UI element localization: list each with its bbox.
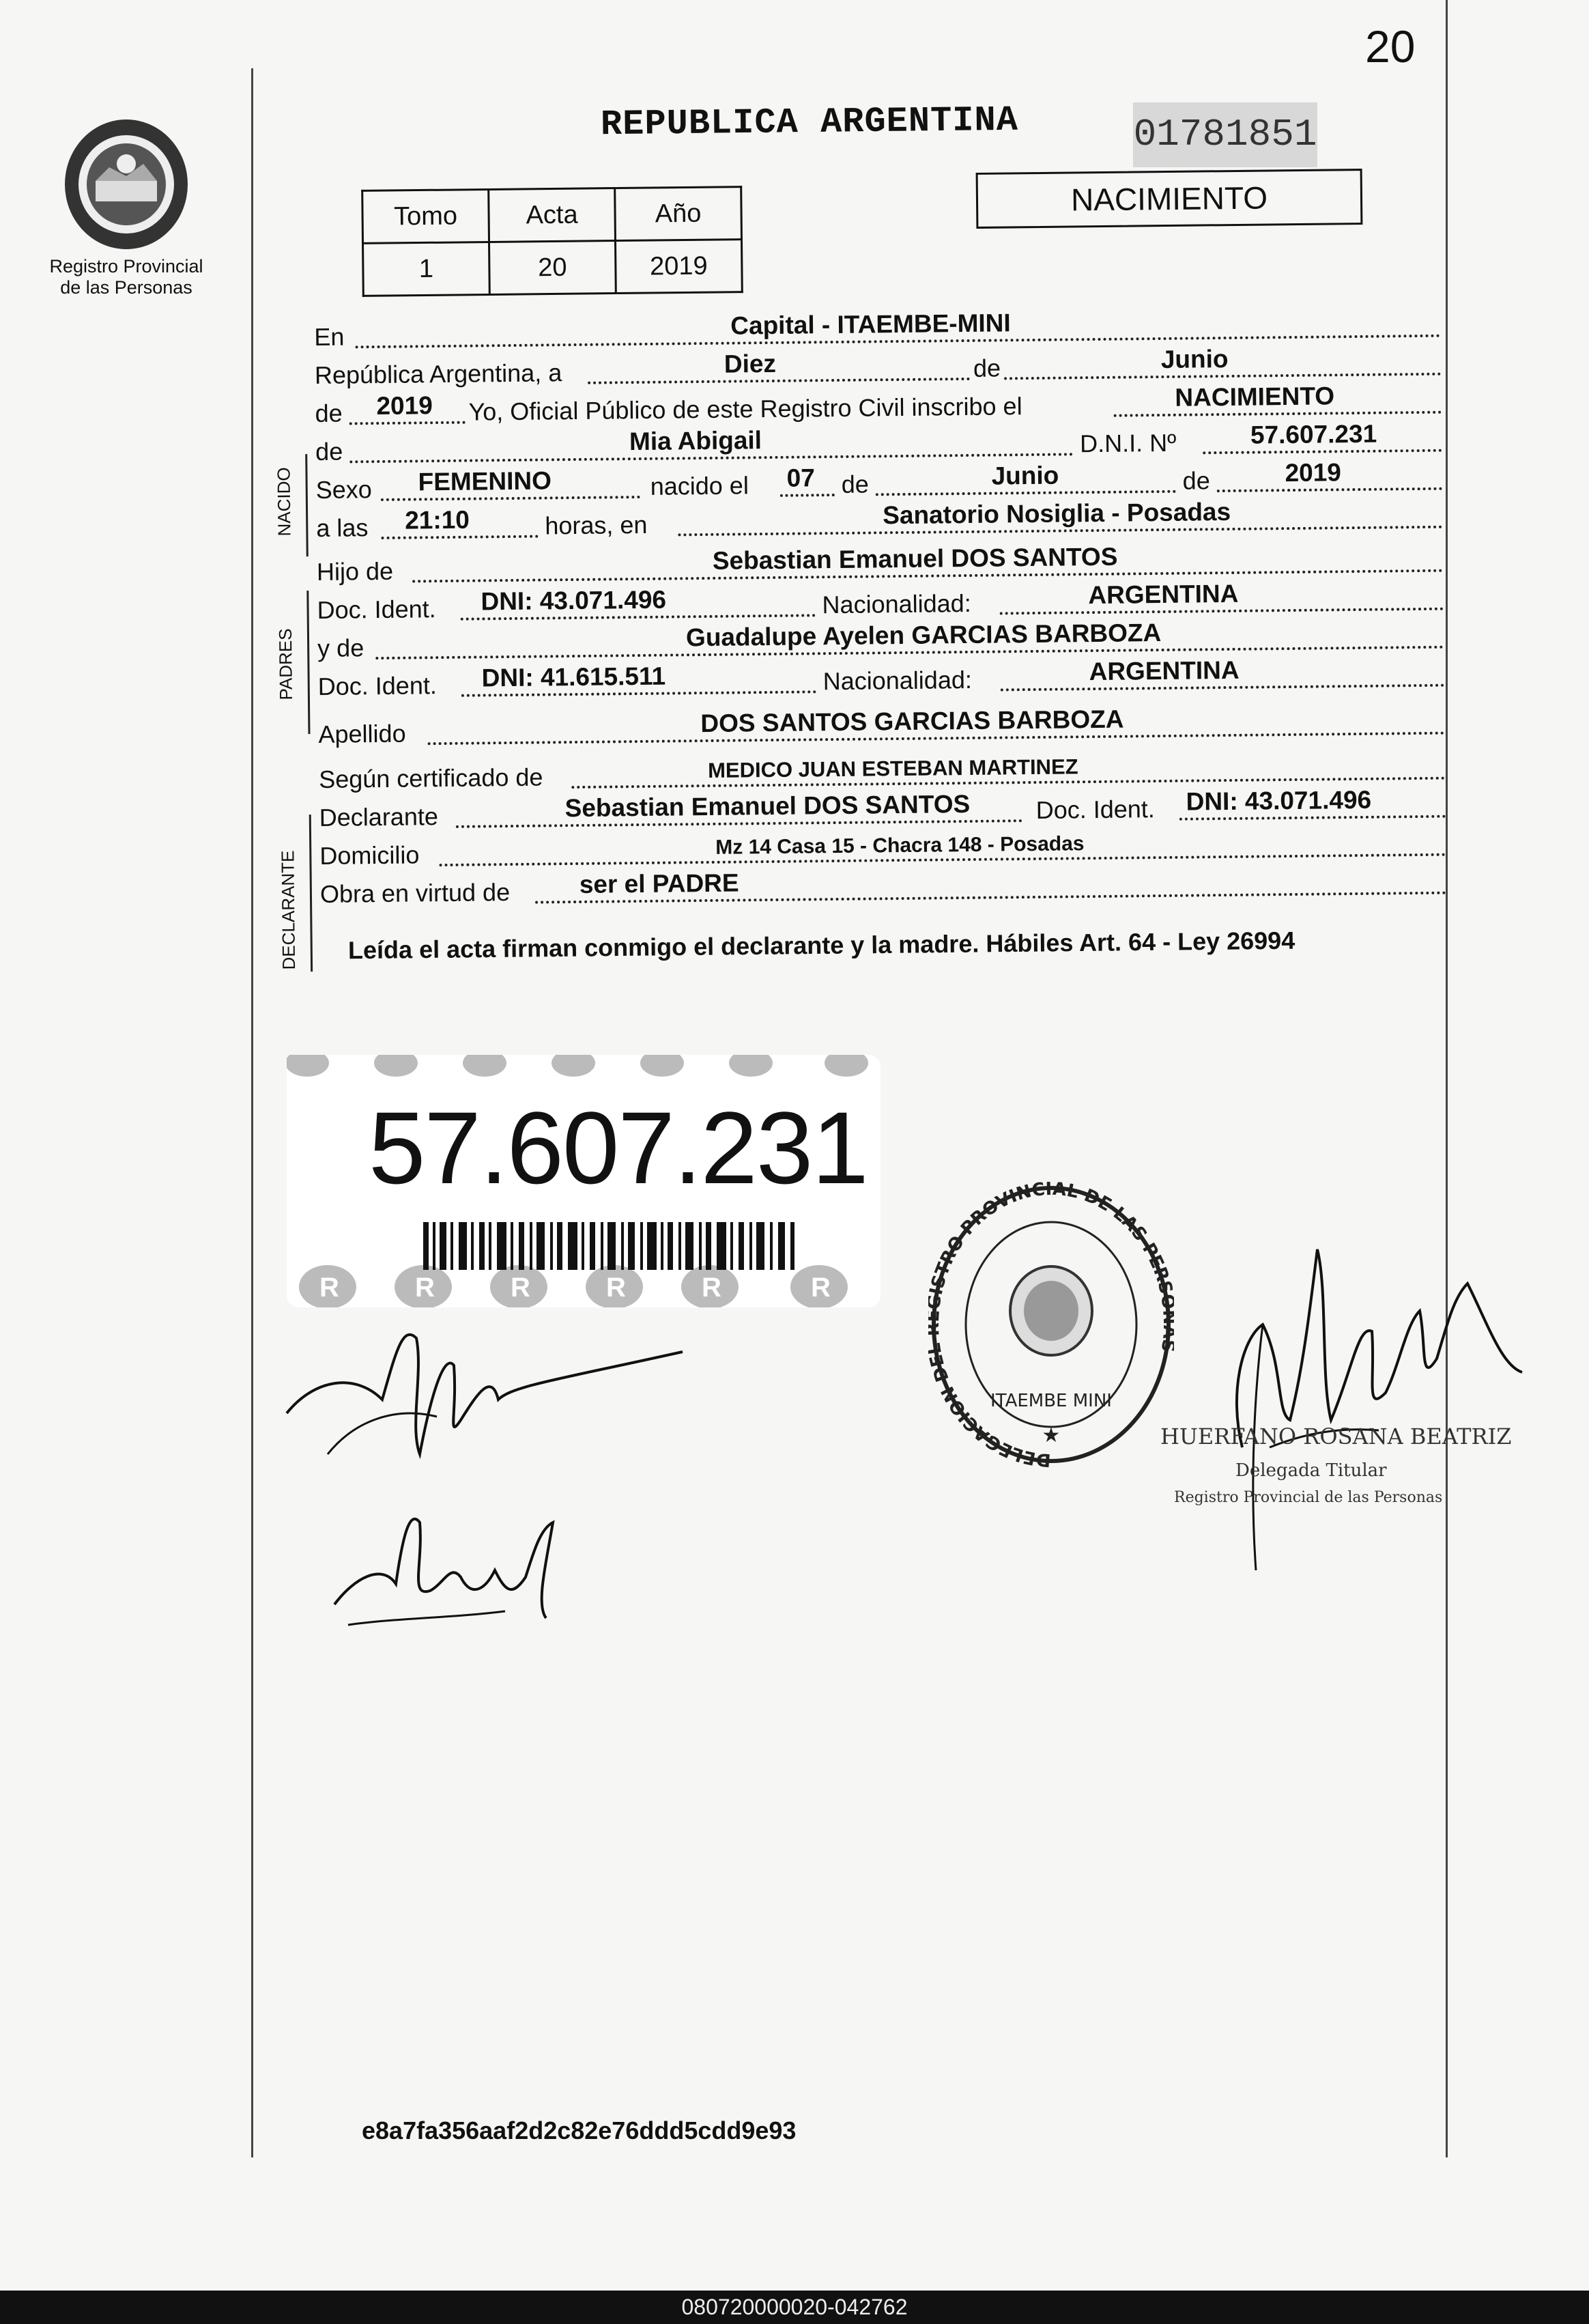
registry-table: [361, 186, 743, 297]
birth-day-value: 07: [786, 464, 815, 492]
doc-ident-label: Doc. Ident.: [317, 671, 438, 700]
de-label: de: [315, 437, 343, 466]
pattern-glyph: R: [606, 1273, 626, 1303]
obra-label: Obra en virtud de: [319, 878, 511, 908]
nationality-label: Nacionalidad:: [822, 665, 973, 696]
logo-caption-line2: de las Personas: [60, 277, 192, 298]
de-label: de: [315, 399, 343, 427]
horas-en-label: horas, en: [545, 510, 648, 540]
nacido-el-label: nacido el: [650, 471, 749, 500]
dotted-line: [1000, 608, 1444, 615]
de-label: de: [841, 470, 869, 498]
de-label: de: [973, 354, 1001, 382]
declarant-signature-icon: [328, 1482, 601, 1639]
mother-nationality-value: ARGENTINA: [1089, 655, 1240, 686]
dotted-line: [1114, 411, 1442, 417]
child-name-value: Mia Abigail: [629, 426, 762, 456]
year-value: 2019: [376, 391, 433, 421]
apellido-label: Apellido: [318, 719, 406, 748]
document-hash: e8a7fa356aaf2d2c82e76ddd5cdd9e93: [362, 2116, 797, 2144]
declarant-name-value: Sebastian Emanuel DOS SANTOS: [564, 789, 971, 823]
registry-value-tomo: 1: [363, 242, 490, 296]
pattern-glyph: R: [415, 1273, 435, 1303]
registry-logo: [41, 116, 212, 298]
declarant-doc-label: Doc. Ident.: [1035, 795, 1156, 824]
registry-header-anio: Año: [615, 187, 742, 241]
registry-header-tomo: Tomo: [362, 189, 489, 243]
page-title: REPUBLICA ARGENTINA: [600, 100, 1019, 145]
certificate-value: MEDICO JUAN ESTEBAN MARTINEZ: [707, 754, 1078, 782]
birth-year-value: 2019: [1285, 458, 1342, 487]
day-value: Diez: [724, 349, 777, 378]
dotted-line: [381, 535, 538, 539]
dotted-line: [588, 378, 970, 384]
inscription-type-value: NACIMIENTO: [1175, 382, 1335, 412]
address-value: Mz 14 Casa 15 - Chacra 148 - Posadas: [715, 832, 1085, 859]
logo-caption-line1: Registro Provincial: [49, 256, 203, 277]
month-value: Junio: [1160, 344, 1229, 374]
mother-doc-value: DNI: 41.615.511: [481, 662, 666, 692]
pattern-glyph: R: [811, 1273, 831, 1303]
surname-value: DOS SANTOS GARCIAS BARBOZA: [700, 705, 1124, 738]
padres-section-label: PADRES: [274, 628, 296, 700]
official-text: Yo, Oficial Público de este Registro Civil inscribo el: [468, 392, 1022, 426]
father-doc-value: DNI: 43.071.496: [481, 585, 667, 616]
dni-sticker-number: 57.607.231: [369, 1090, 868, 1205]
mother-name-value: Guadalupe Ayelen GARCIAS BARBOZA: [685, 619, 1162, 652]
pattern-glyph: R: [511, 1273, 530, 1303]
registry-header-row: [362, 187, 742, 244]
sexo-label: Sexo: [315, 475, 373, 504]
left-margin-line: [251, 68, 253, 2157]
registry-value-row: [363, 240, 743, 296]
nacido-section-bar: [305, 454, 309, 556]
province-emblem-icon: [55, 116, 198, 253]
padres-section-bar: [306, 591, 310, 734]
en-label: En: [314, 322, 345, 351]
svg-text:★: ★: [1042, 1424, 1061, 1447]
form-line-apellido: [318, 700, 1451, 750]
doc-ident-label: Doc. Ident.: [317, 595, 436, 624]
nacido-section-label: NACIDO: [273, 467, 295, 537]
nationality-label: Nacionalidad:: [822, 589, 971, 619]
dotted-line: [1203, 449, 1442, 455]
dotted-line: [876, 490, 1176, 496]
dni-label: D.N.I. Nº: [1079, 428, 1177, 458]
official-signature-icon: [1201, 1188, 1529, 1598]
y-de-label: y de: [317, 634, 364, 662]
registry-header-acta: Acta: [489, 188, 616, 242]
official-seal-text: [1160, 1423, 1511, 1506]
barcode-icon: [423, 1222, 805, 1270]
certificado-label: Según certificado de: [318, 763, 543, 793]
child-dni-value: 57.607.231: [1250, 419, 1377, 449]
a-las-label: a las: [316, 513, 369, 542]
closing-note: Leída el acta firman conmigo el declarante y la madre. Hábiles Art. 64 - Ley 26994: [347, 926, 1295, 965]
stamp-ring-text: DELEGACION DE STRO PROVINCIAL DE LAS PERS: [928, 1181, 1174, 1471]
de-label: de: [1182, 466, 1210, 495]
father-name-value: Sebastian Emanuel DOS SANTOS: [712, 542, 1118, 575]
registry-value-anio: 2019: [615, 240, 742, 294]
declarante-label: Declarante: [319, 802, 439, 832]
dotted-line: [1217, 487, 1442, 492]
stamp-inner-text: ITAEMBE MINI: [990, 1391, 1112, 1411]
seal-role: Delegada Titular: [1235, 1460, 1387, 1481]
serial-number: 01781851: [1133, 102, 1317, 167]
registry-value-acta: 20: [489, 241, 616, 295]
capacity-value: ser el PADRE: [579, 868, 739, 898]
declarant-doc-value: DNI: 43.071.496: [1186, 785, 1372, 816]
dotted-line: [1004, 373, 1441, 380]
pattern-glyph: R: [319, 1273, 339, 1303]
page-number: 20: [1365, 21, 1416, 72]
dotted-line: [349, 421, 466, 425]
dni-sticker: [287, 1055, 881, 1307]
republica-label: República Argentina, a: [314, 358, 562, 389]
document-type-box: NACIMIENTO: [976, 169, 1363, 229]
dotted-line: [780, 494, 835, 497]
father-nationality-value: ARGENTINA: [1088, 579, 1239, 610]
declarante-section-label: DECLARANTE: [277, 850, 300, 970]
hijo-de-label: Hijo de: [316, 556, 394, 586]
seal-office: Registro Provincial de las Personas: [1174, 1489, 1443, 1506]
seal-name: HUERFANO ROSANA BEATRIZ: [1160, 1423, 1512, 1449]
birth-place-value: Sanatorio Nosiglia - Posadas: [882, 497, 1231, 530]
birth-month-value: Junio: [991, 461, 1059, 490]
dotted-line: [1001, 684, 1444, 692]
domicilio-label: Domicilio: [319, 840, 420, 870]
pattern-glyph: R: [702, 1273, 721, 1303]
official-stamp: [928, 1181, 1174, 1482]
declarante-section-bar: [309, 814, 313, 972]
stamp-emblem-icon: [928, 1181, 1174, 1482]
sex-value: FEMENINO: [418, 466, 552, 496]
place-value: Capital - ITAEMBE-MINI: [730, 309, 1011, 340]
birth-time-value: 21:10: [405, 505, 470, 535]
footer-code: 080720000020-042762: [0, 2291, 1589, 2324]
